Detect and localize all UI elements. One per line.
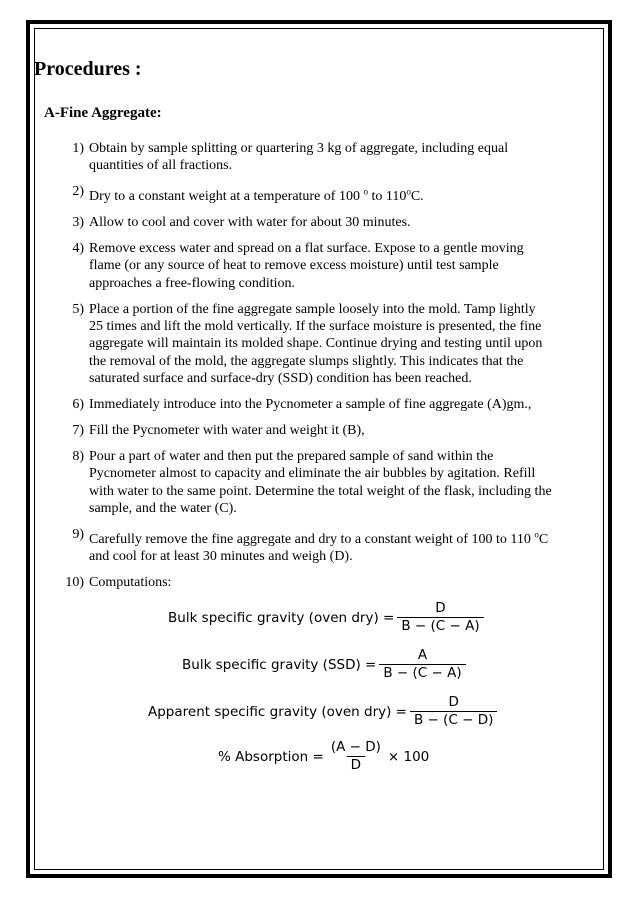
step-number: 9): [72, 526, 84, 542]
step-1: [30, 140, 552, 175]
step-number: 3): [72, 214, 84, 230]
step-text: Immediately introduce into the Pycnometer a sample of fine aggregate (A)gm.,: [89, 397, 532, 413]
step-number: 6): [72, 397, 84, 413]
step-5: [30, 301, 552, 388]
step-2: [30, 183, 552, 205]
step-text: Allow to cool and cover with water for about 30 minutes.: [89, 214, 411, 230]
formula-lhs: Bulk specific gravity (oven dry) =: [168, 609, 395, 626]
fraction: [397, 600, 483, 635]
procedure-steps-list: [30, 140, 552, 600]
step-9: [30, 526, 552, 565]
formula-lhs: % Absorption =: [218, 748, 324, 765]
fraction: [410, 694, 497, 729]
step-8: [30, 448, 552, 518]
step-text: Remove excess water and spread on a flat surface. Expose to a gentle moving flame (or any source of heat to remove excess moisture) until test sample approaches a free-flowing condition.: [89, 240, 524, 291]
denominator: B − (C − D): [410, 711, 497, 729]
step-text: Computations:: [89, 574, 172, 590]
step-text: Pour a part of water and then put the prepared sample of sand within the Pycnometer almost to capacity and eliminate the air bubbles by agitation. Refill with water to the same point. Determine the total weight of the flask, including the sample, and the water (C).: [89, 448, 552, 517]
numerator: A: [417, 647, 428, 663]
formula-bulk-sg-ssd: [182, 647, 469, 682]
step-4: [30, 240, 552, 292]
step-text: Obtain by sample splitting or quartering 3 kg of aggregate, including equal quantities of all fractions.: [89, 141, 509, 174]
formula-lhs: Bulk specific gravity (SSD) =: [182, 656, 377, 673]
formula-lhs: Apparent specific gravity (oven dry) =: [148, 703, 407, 720]
fraction: [327, 739, 385, 774]
degree-mark: o: [406, 186, 411, 197]
denominator: B − (C − A): [397, 617, 483, 635]
step-number: 7): [72, 422, 84, 438]
denominator: B − (C − A): [379, 664, 465, 682]
numerator: D: [435, 600, 446, 616]
step-number: 8): [72, 448, 84, 464]
step-10: [30, 574, 552, 591]
step-number: 5): [72, 301, 84, 317]
formula-apparent-sg-oven-dry: [148, 694, 500, 729]
step-3: [30, 214, 552, 231]
step-number: 4): [72, 240, 84, 256]
formula-multiplier: × 100: [387, 748, 430, 765]
fraction: [379, 647, 465, 682]
procedures-heading: Procedures :: [34, 58, 142, 80]
denominator: D: [347, 756, 365, 774]
step-number: 1): [72, 141, 84, 156]
degree-mark: o: [363, 186, 368, 197]
step-text: Carefully remove the fine aggregate and dry to a constant weight of 100 to 110 $^o$C and cool for at least 30 minutes and weigh (D).: [89, 528, 549, 565]
formula-bulk-sg-oven-dry: [168, 600, 487, 635]
step-text: Fill the Pycnometer with water and weight it (B),: [89, 422, 365, 438]
formula-absorption: [218, 739, 429, 774]
step-number: 10): [65, 574, 84, 590]
step-text: Dry to a constant weight at a temperature of 100 $^o$ to 110$^o$C.: [89, 186, 424, 204]
numerator: (A − D): [330, 739, 381, 755]
step-number: 2): [72, 184, 84, 200]
step-7: [30, 422, 552, 439]
degree-mark: o: [534, 528, 539, 539]
fine-aggregate-subheading: A-Fine Aggregate:: [44, 105, 162, 121]
step-6: [30, 396, 552, 413]
step-text: Place a portion of the fine aggregate sample loosely into the mold. Tamp lightly 25 times and lift the mold vertically. If the surface moisture is presented, the fine aggregate will maintain its molded shape. Continue drying and testing until upon the removal of the mold, the aggregate slumps slightly. This indicates that the saturated surface and surface-dry (SSD) condition has been reached.: [89, 301, 543, 387]
numerator: D: [448, 694, 459, 710]
